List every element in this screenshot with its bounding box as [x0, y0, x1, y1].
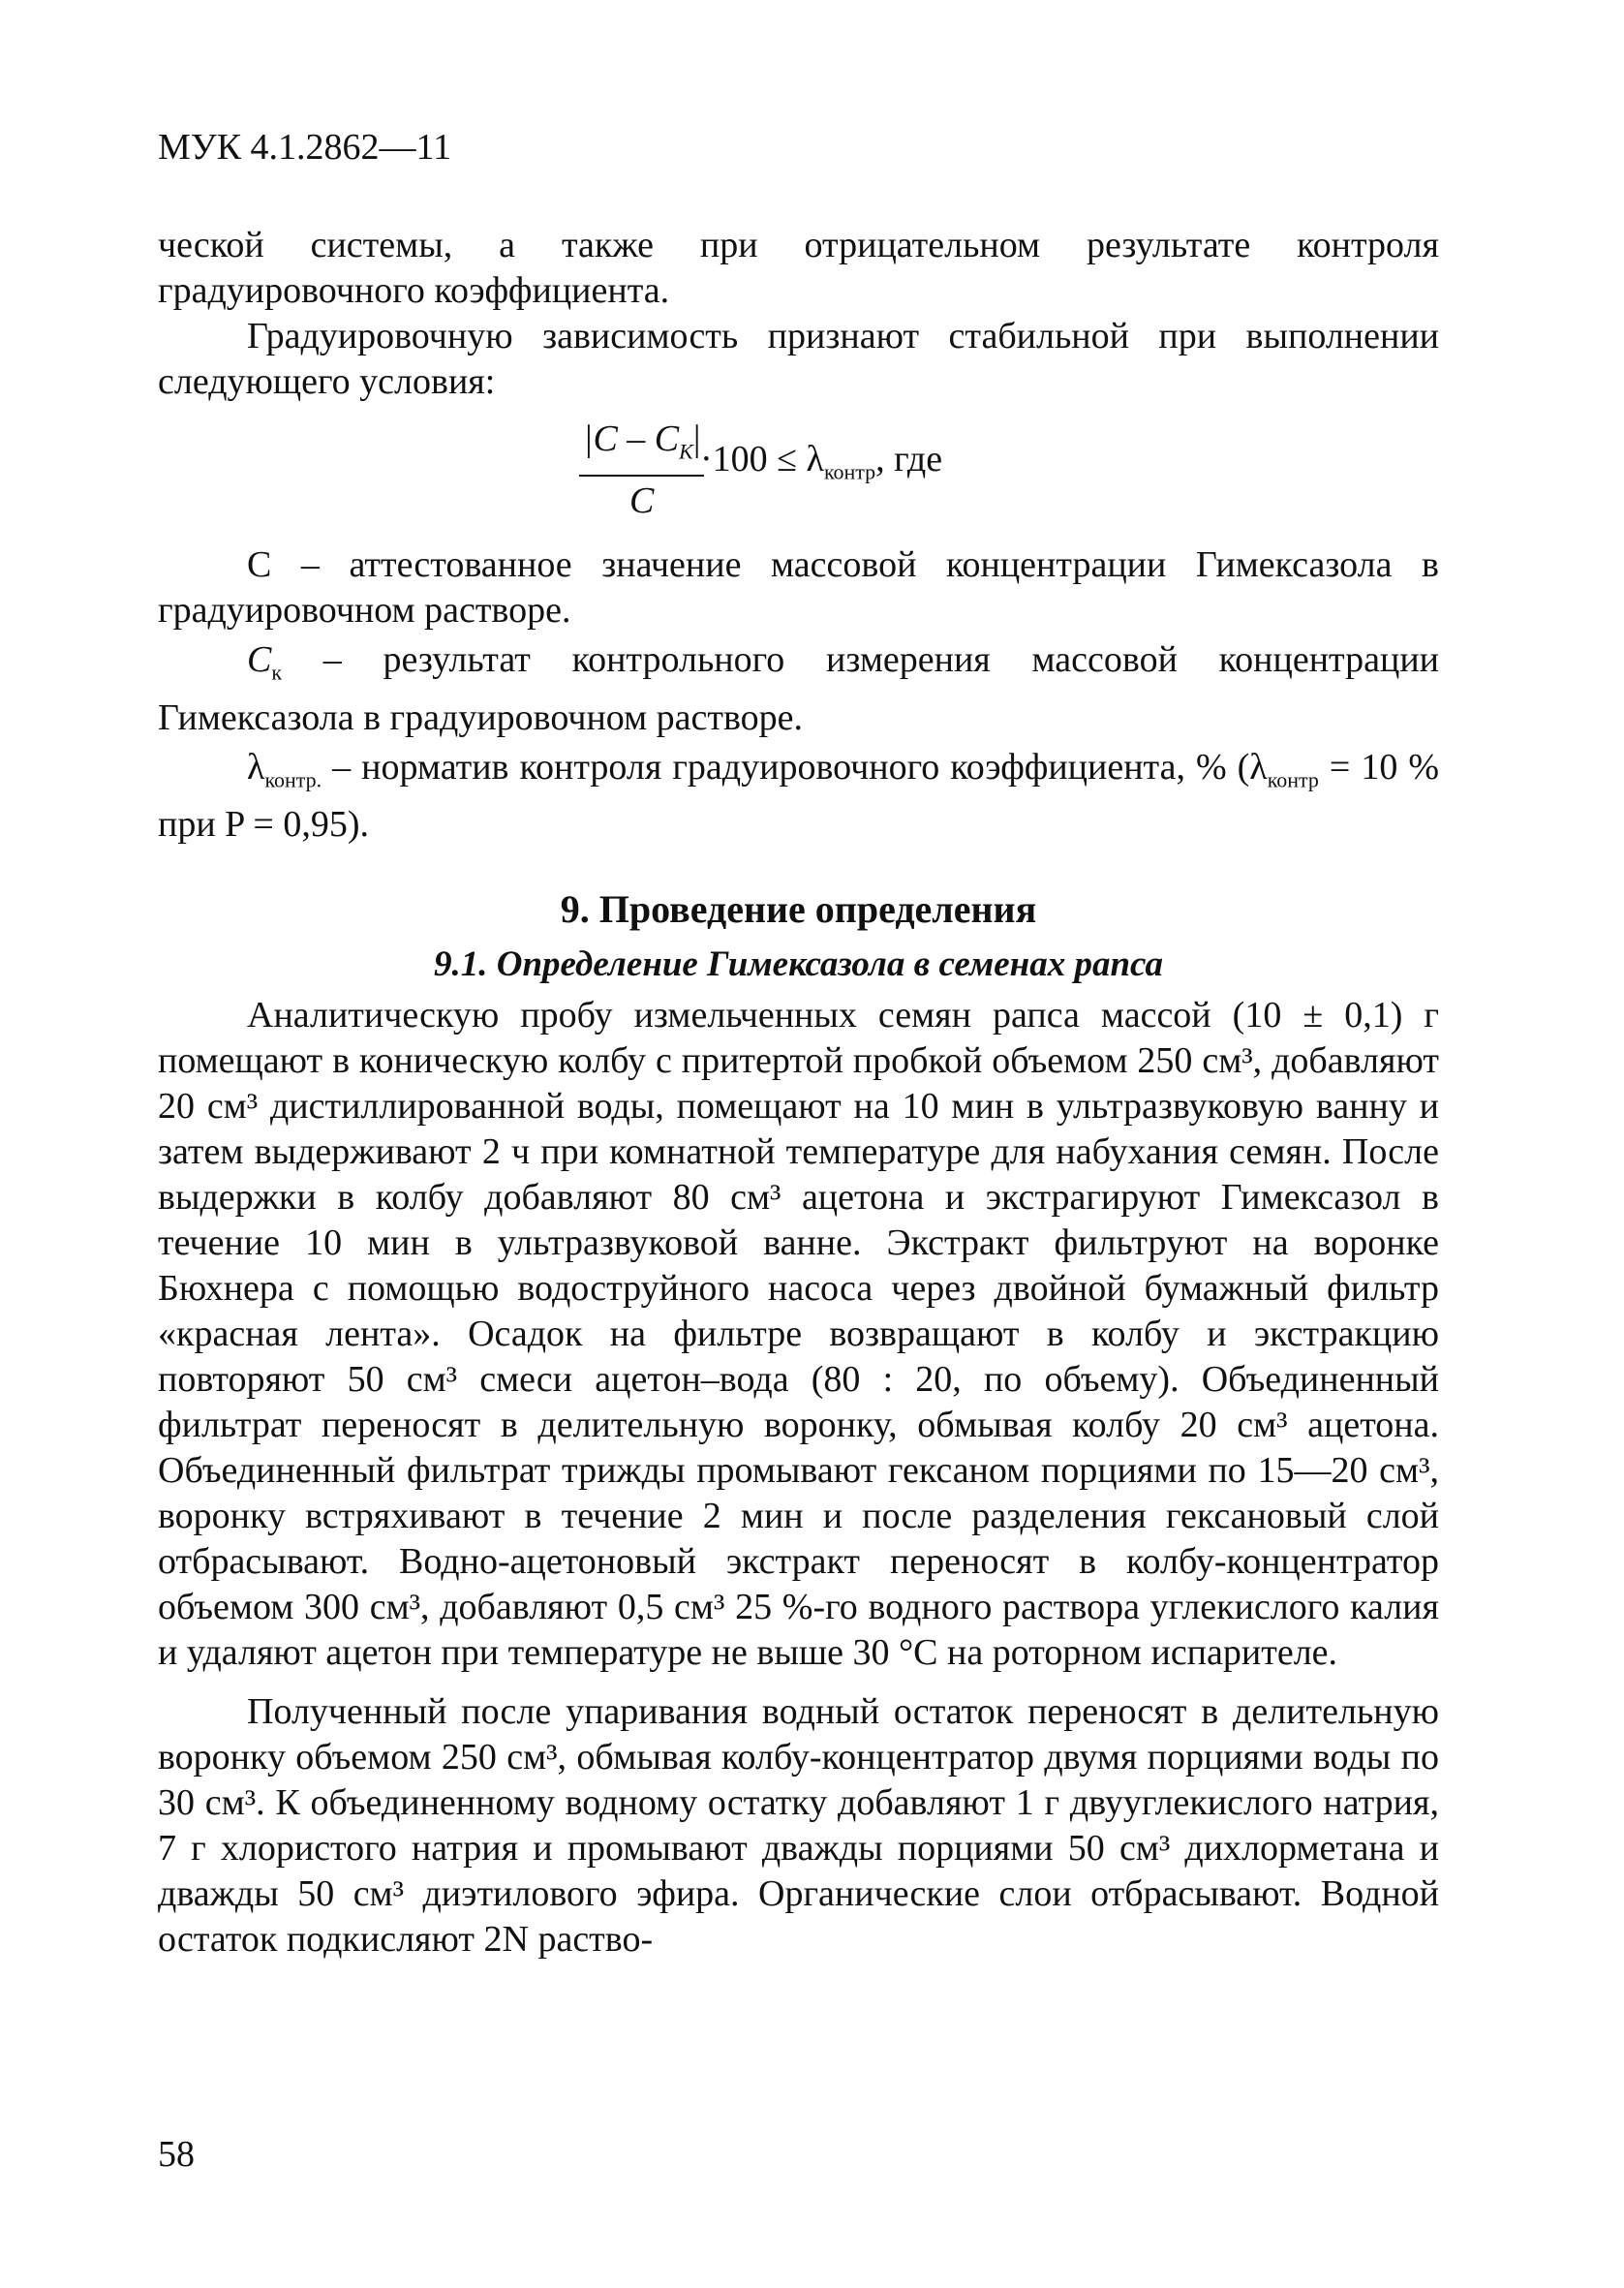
paragraph-continued: ческой системы, а также при отрицательном результате контроля градуировочного коэффициента.: [158, 225, 1439, 311]
paragraph-condition: Градуировочную зависимость признают стабильной при выполнении следующего условия:: [158, 316, 1439, 402]
subsection-title: 9.1. Определение Гимексазола в семенах рапса: [434, 944, 1163, 985]
document-header: МУК 4.1.2862—11: [158, 127, 452, 168]
section-title: 9. Проведение определения: [560, 887, 1037, 932]
stability-formula: [158, 417, 1439, 523]
paragraph-procedure-continued: Полученный после упаривания водный остаток переносят в делительную воронку объемом 250 см³, обмывая колбу-концентратор двумя порциями воды по 30 см³. К объединенному водному остатку добавляют 1 г двууглекислого натрия, 7 г хлористого натрия и промывают дважды порциями 50 см³ дихлорметана и дважды 50 см³ диэтилового эфира. Органические слои отбрасывают. Водной остаток подкисляют 2N раство-: [158, 1691, 1439, 1961]
formula-fraction: [579, 417, 704, 525]
formula-numerator: $|C - C_K|$: [579, 417, 704, 477]
definition-c: C – аттестованное значение массовой концентрации Гимексазола в градуировочном растворе.: [158, 544, 1439, 631]
page-body: [158, 126, 1439, 1963]
page-number: 58: [158, 2134, 195, 2175]
formula-inequality: $\cdot 100 \le \lambda_{контр}$, где: [700, 439, 943, 484]
paragraph-procedure: Аналитическую пробу измельченных семян рапса массой (10 ± 0,1) г помещают в коническую колбу с притертой пробкой объемом 250 см³, добавляют 20 см³ дистиллированной воды, помещают на 10 мин в ультразвуковую ванну и затем выдерживают 2 ч при комнатной температуре для набухания семян. После выдержки в колбу добавляют 80 см³ ацетона и экстрагируют Гимексазол в течение 10 мин в ультразвуковой ванне. Экстракт фильтруют на воронке Бюхнера с помощью водоструйного насоса через двойной бумажный фильтр «красная лента». Осадок на фильтре возвращают в колбу и экстракцию повторяют 50 см³ смеси ацетон–вода (80 : 20, по объему). Объединенный фильтрат переносят в делительную воронку, обмывая колбу 20 см³ ацетона. Объединенный фильтрат трижды промывают гексаном порциями по 15—20 см³, воронку встряхивают в течение 2 мин и после разделения гексановый слой отбрасывают. Водно-ацетоновый экстракт переносят в колбу-концентратор объемом 300 см³, добавляют 0,5 см³ 25 %-го водного раствора углекислого калия и удаляют ацетон при температуре не выше 30 °С на роторном испарителе.: [158, 995, 1439, 1674]
definition-ck: $C_к$ – результат контрольного измерения массовой концентрации Гимексазола в градуировочном растворе.: [158, 639, 1439, 738]
definitions: [158, 542, 1439, 848]
formula-denominator: C: [629, 479, 655, 521]
definition-lambda: $\lambda_{контр.}$ – норматив контроля градуировочного коэффициента, % ($\lambda_{контр} = 10$ % при P = 0,95).: [158, 746, 1439, 846]
